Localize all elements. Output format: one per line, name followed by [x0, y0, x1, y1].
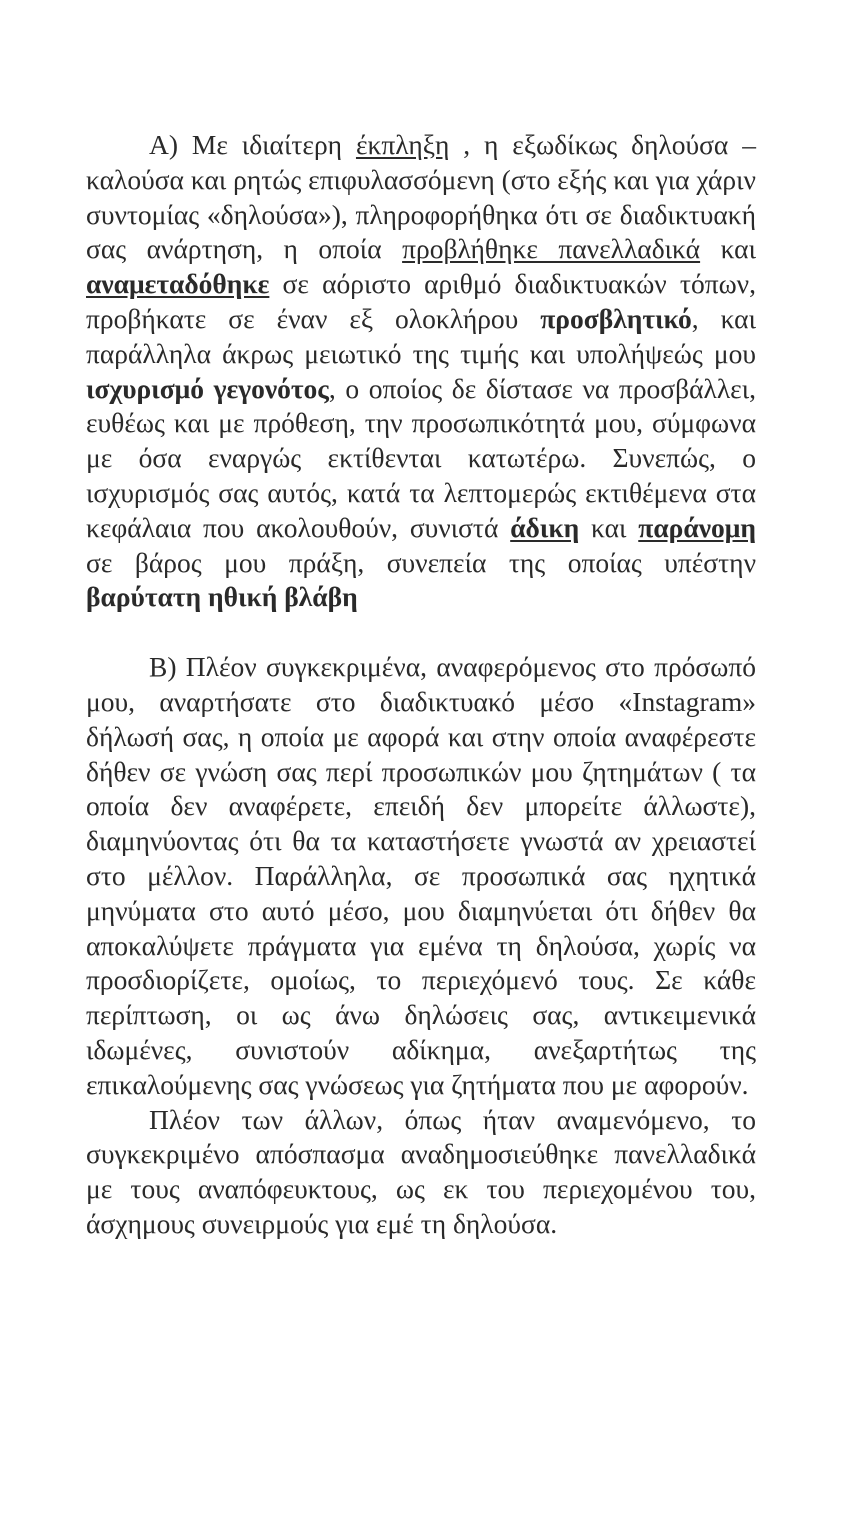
- text-run: , η εξωδίκως δηλούσα – καλούσα και ρητώς επιφυλασσόμενη (στο εξής και για χάριν συντομίας «δηλούσα»), πληροφορήθηκα ότι σε διαδικτυακή σας ανάρτηση, η οποία: [86, 129, 756, 265]
- text-run: , και παράλληλα άκρως μειωτικό της τιμής και υπολήψεώς μου: [86, 302, 756, 369]
- paragraph-b: [86, 650, 756, 1102]
- text-run: A) Με ιδιαίτερη: [149, 129, 356, 160]
- text-run: και: [579, 511, 639, 543]
- underlined-text: έκπληξη: [355, 129, 450, 160]
- text-run: σε αόριστο αριθμό διαδικτυακών τόπων, προβήκατε σε έναν εξ ολοκλήρου: [86, 268, 756, 334]
- paragraph-c: [86, 1103, 756, 1242]
- bold-text: βαρύτατη ηθική βλάβη: [86, 581, 358, 613]
- bold-underlined-text: παράνομη: [638, 511, 756, 543]
- bold-text: ισχυρισμό γεγονότος: [86, 372, 329, 404]
- bold-text: προσβλητικό: [540, 302, 692, 334]
- text-run: Πλέον των άλλων, όπως ήταν αναμενόμενο, το συγκεκριμένο απόσπασμα αναδημοσιεύθηκε πανελλαδικά με τους αναπόφευκτους, ως εκ του περιεχομένου του, άσχημους συνειρμούς για εμέ τη δηλούσα.: [86, 1103, 756, 1239]
- bold-underlined-text: άδικη: [510, 511, 580, 543]
- paragraph-a: [86, 128, 756, 615]
- text-run: και: [700, 233, 756, 265]
- text-run: Β) Πλέον συγκεκριμένα, αναφερόμενος στο πρόσωπό μου, αναρτήσατε στο διαδικτυακό μέσο «Instagram» δήλωσή σας, η οποία με αφορά και στην οποία αναφέρεστε δήθεν σε γνώση σας περί προσωπικών μου ζητημάτων ( τα οποία δεν αναφέρετε, επειδή δεν μπορείτε άλλωστε), διαμηνύοντας ότι θα τα καταστήσετε γνωστά αν χρειαστεί στο μέλλον. Παράλληλα, σε προσωπικά σας ηχητικά μηνύματα στο αυτό μέσο, μου διαμηνύεται ότι δήθεν θα αποκαλύψετε πράγματα για εμένα τη δηλούσα, χωρίς να προσδιορίζετε, ομοίως, το περιεχόμενό τους. Σε κάθε περίπτωση, οι ως άνω δηλώσεις σας, αντικειμενικά ιδωμένες, συνιστούν αδίκημα, ανεξαρτήτως της επικαλούμενης σας γνώσεως για ζητήματα που με αφορούν.: [86, 651, 756, 1100]
- text-run: σε βάρος μου πράξη, συνεπεία της οποίας υπέστην: [86, 546, 756, 578]
- bold-underlined-text: αναμεταδόθηκε: [86, 268, 270, 300]
- text-run: , ο οποίος δε δίστασε να προσβάλλει, ευθέως και με πρόθεση, την προσωπικότητά μου, σύμφωνα με όσα εναργώς εκτίθενται κατωτέρω. Συνεπώς, ο ισχυρισμός σας αυτός, κατά τα λεπτομερώς εκτιθέμενα στα κεφάλαια που ακολουθούν, συνιστά: [86, 372, 756, 543]
- underlined-text: προβλήθηκε πανελλαδικά: [402, 233, 701, 265]
